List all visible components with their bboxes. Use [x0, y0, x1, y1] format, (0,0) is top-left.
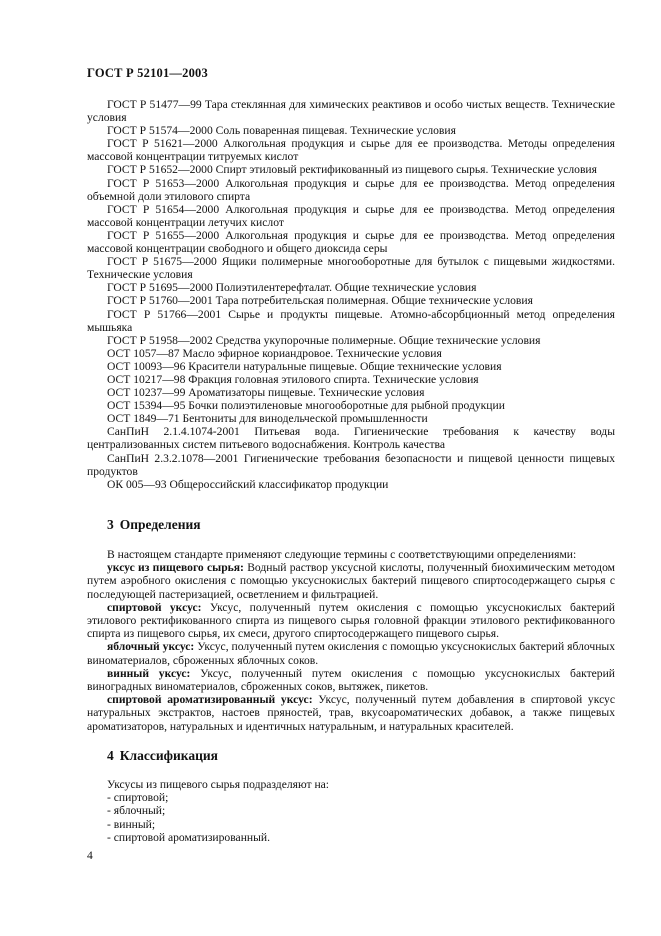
reference-item: ГОСТ Р 51621—2000 Алкогольная продукция и сырье для ее производства. Методы определения массовой концентрации титруемых кислот	[87, 137, 615, 164]
reference-item: ГОСТ Р 51695—2000 Полиэтилентерефталат. Общие технические условия	[107, 281, 477, 295]
classification-section	[87, 778, 615, 844]
definition-text: Уксус, полученный путем окисления с помощью уксуснокислых бактерий виноградных виноматериалов, сброженных соков, вытяжек, пикетов.	[87, 666, 615, 694]
definition-item	[87, 561, 615, 601]
definition-item	[87, 601, 615, 641]
section-4-number: 4	[107, 748, 114, 763]
definition-item	[87, 640, 615, 666]
classification-item: - спиртовой;	[107, 791, 169, 805]
definition-text: Уксус, полученный путем окисления с помощью уксуснокислых бактерий этилового ректификованного спирта из пищевого сырья головной фракции этилового ректификованного спирта из пищевого сырья, их смеси, другого спиртосодержащего пищевого сырья.	[87, 600, 615, 641]
normative-references-list	[87, 98, 615, 491]
document-header: ГОСТ Р 52101—2003	[87, 66, 208, 80]
reference-item: ГОСТ Р 51574—2000 Соль поваренная пищевая. Технические условия	[107, 124, 456, 138]
section-3-number: 3	[107, 517, 114, 532]
section-4-title: Классификация	[119, 748, 218, 763]
section-3-heading	[107, 517, 201, 533]
reference-item: ГОСТ Р 51958—2002 Средства укупорочные полимерные. Общие технические условия	[107, 333, 541, 347]
definition-item	[87, 667, 615, 693]
definition-text: Водный раствор уксусной кислоты, полученный биохимическим методом путем аэробного окисления с помощью уксуснокислых бактерий пищевого спиртосодержащего сырья с последующей пастеризацией, осветлением и фильтрацией.	[87, 561, 615, 601]
reference-item: ГОСТ Р 51652—2000 Спирт этиловый ректификованный из пищевого сырья. Технические условия	[107, 163, 597, 177]
section-3-title: Определения	[119, 517, 201, 532]
definition-item	[87, 693, 615, 733]
reference-item: ГОСТ Р 51654—2000 Алкогольная продукция и сырье для ее производства. Метод определения массовой концентрации летучих кислот	[87, 202, 615, 229]
definition-term: спиртовой уксус:	[107, 600, 202, 614]
classification-item: - винный;	[107, 817, 156, 831]
reference-item: ГОСТ Р 51655—2000 Алкогольная продукция и сырье для ее производства. Метод определения массовой концентрации свободного и общего диоксида серы	[87, 228, 615, 256]
reference-item: ГОСТ Р 51653—2000 Алкогольная продукция и сырье для ее производства. Метод определения объемной доли этилового спирта	[87, 176, 615, 203]
reference-item: СанПиН 2.1.4.1074-2001 Питьевая вода. Гигиенические требования к качеству воды централизованных систем питьевого водоснабжения. Контроль качества	[87, 425, 615, 452]
reference-item: ОСТ 10237—99 Ароматизаторы пищевые. Технические условия	[107, 386, 425, 400]
reference-item: ОСТ 10093—96 Красители натуральные пищевые. Общие технические условия	[107, 359, 502, 373]
reference-item: ОСТ 1057—87 Масло эфирное кориандровое. Технические условия	[107, 346, 442, 360]
reference-item: ОСТ 15394—95 Бочки полиэтиленовые многооборотные для рыбной продукции	[107, 399, 505, 413]
reference-item: ОК 005—93 Общероссийский классификатор продукции	[107, 477, 389, 491]
reference-item: ГОСТ Р 51760—2001 Тара потребительская полимерная. Общие технические условия	[107, 294, 533, 308]
definition-text: Уксус, полученный путем добавления в спиртовой уксус натуральных экстрактов, настоев пряностей, трав, вкусоароматических добавок, а также пищевых ароматизаторов, натуральных и идентичных натуральным, и натуральных красителей.	[87, 693, 616, 733]
section-4-heading	[107, 748, 218, 764]
reference-item: СанПиН 2.3.2.1078—2001 Гигиенические требования безопасности и пищевой ценности пищевых продуктов	[87, 451, 615, 478]
reference-item: ГОСТ Р 51675—2000 Ящики полимерные многооборотные для бутылок с пищевыми жидкостями. Технические условия	[87, 255, 615, 282]
definition-term: спиртовой ароматизированный уксус:	[107, 693, 313, 707]
definition-term: яблочный уксус:	[107, 640, 195, 654]
reference-item: ОСТ 1849—71 Бентониты для винодельческой промышленности	[107, 412, 428, 426]
definition-term: уксус из пищевого сырья:	[107, 561, 244, 575]
definition-text: Уксус, полученный путем окисления с помощью уксуснокислых бактерий яблочных виноматериалов, сброженных яблочных соков.	[87, 640, 615, 667]
reference-item: ГОСТ Р 51766—2001 Сырье и продукты пищевые. Атомно-абсорбционный метод определения мышьяка	[87, 307, 615, 334]
reference-item: ОСТ 10217—98 Фракция головная этилового спирта. Технические условия	[107, 372, 479, 386]
classification-intro: Уксусы из пищевого сырья подразделяют на:	[107, 778, 330, 791]
definitions-intro: В настоящем стандарте применяют следующие термины с соответствующими определениями:	[107, 548, 577, 561]
definitions-section	[87, 548, 615, 733]
classification-item: - спиртовой ароматизированный.	[107, 830, 271, 844]
reference-item: ГОСТ Р 51477—99 Тара стеклянная для химических реактивов и особо чистых веществ. Технические условия	[87, 98, 615, 125]
classification-item: - яблочный;	[107, 804, 166, 818]
definition-term: винный уксус:	[107, 666, 191, 680]
page-number: 4	[87, 849, 93, 862]
